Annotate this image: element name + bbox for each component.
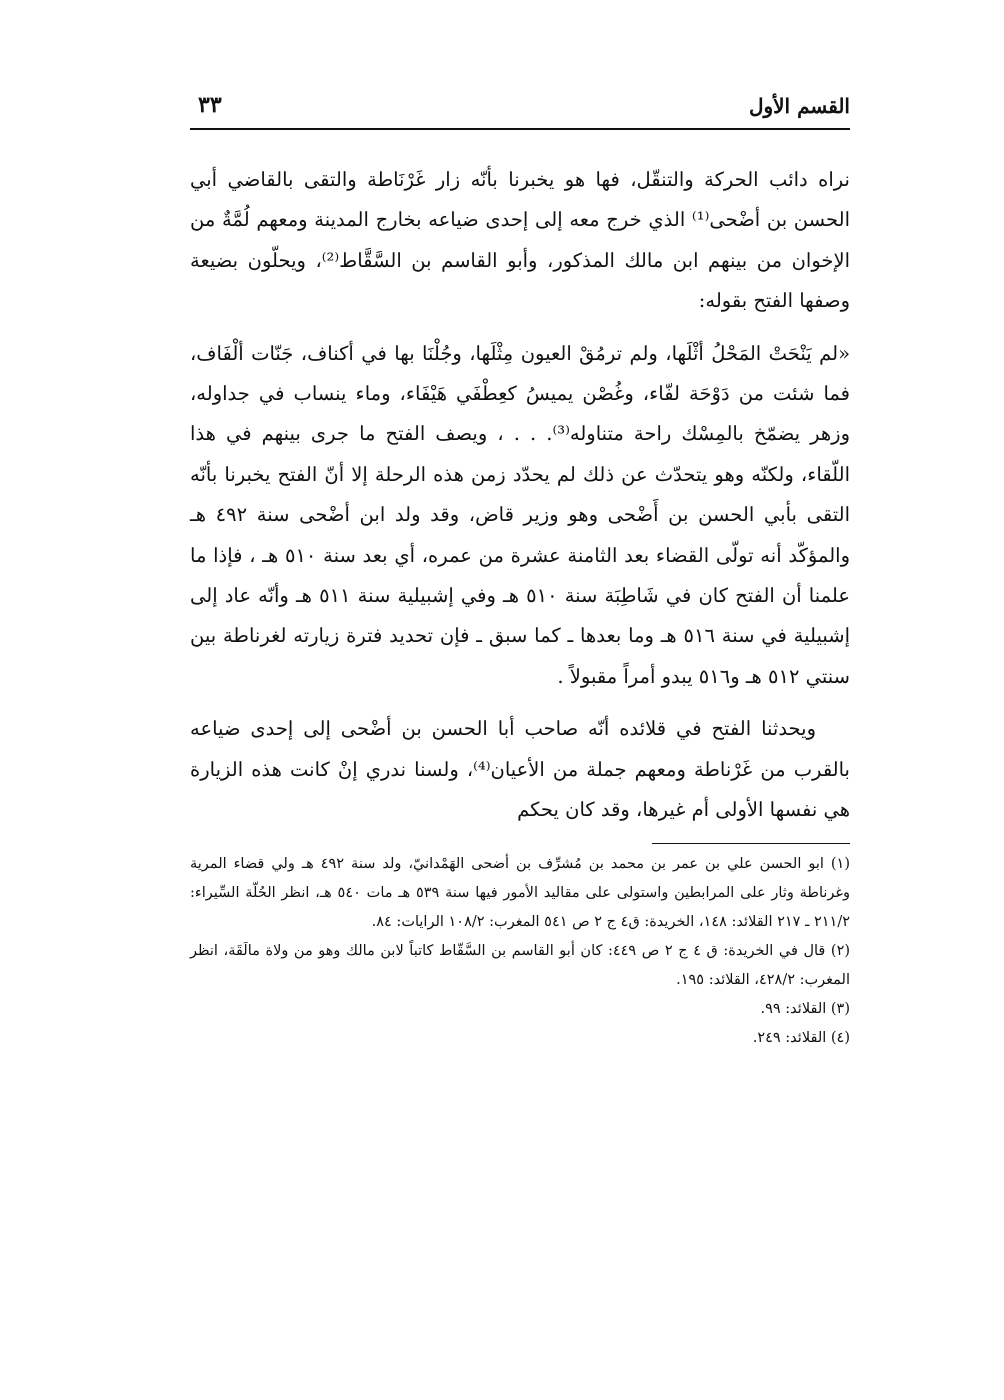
paragraph-2-quote: «لم يَنْحَتْ المَحْلُ أثْلَها، ولم ترمُقْ العيون مِثْلَها، وجُلْنَا بها في أكناف، جَنّات ألْفَاف، فما شئت من دَوْحَة لفّاء، وغُصْن يميسُ كعِطْفَي هَيْفَاء، وماء ينساب في جداوله، وزهر يضمّخ بالمِسْك راحة متناوله⁽³⁾. . . ، ويصف الفتح ما جرى بينهم في هذا اللّقاء، ولكنّه وهو يتحدّث عن ذلك لم يحدّد زمن هذه الرحلة إلا أنّ الفتح يخبرنا بأنّه التقى بأبي الحسن بن أَضْحى وهو وزير قاض، وقد ولد ابن أضْحى سنة ٤٩٢ هـ والمؤكّد أنه تولّى القضاء بعد الثامنة عشرة من عمره، أي بعد سنة ٥١٠ هـ ، فإذا ما علمنا أن الفتح كان في شَاطِبَة سنة ٥١٠ هـ وفي إشبيلية سنة ٥١١ هـ وأنّه عاد إلى إشبيلية في سنة ٥١٦ هـ وما بعدها ـ كما سبق ـ فإن تحديد فترة زيارته لغرناطة بين سنتي ٥١٢ هـ و٥١٦ يبدو أمراً مقبولاً . — [190, 341, 851, 688]
footnotes — [190, 850, 850, 1053]
footnote-2: (٢) قال في الخريدة: ق ٤ ج ٢ ص ٤٤٩: كان أبو القاسم بن السَّقّاط كاتباً لابن مالك وهو من ولاة مالَقَة، انظر المغرب: ٤٢٨/٢، القلائد: ١٩٥. — [190, 942, 851, 988]
book-page — [190, 90, 850, 1320]
body-text — [190, 160, 850, 831]
paragraph-1: نراه دائب الحركة والتنقّل، فها هو يخبرنا بأنّه زار غَرْنَاطة والتقى بالقاضي أبي الحسن بن أضْحى⁽¹⁾ الذي خرج معه إلى إحدى ضياعه بخارج المدينة ومعهم لُمَّةٌ من الإخوان من بينهم ابن مالك المذكور، وأبو القاسم بن السَّقَّاط⁽²⁾، ويحلّون بضيعة وصفها الفتح بقوله: — [190, 168, 850, 313]
header-rule — [190, 128, 850, 130]
section-title: القسم الأول — [748, 94, 850, 118]
footnote-rule — [652, 843, 850, 844]
footnote-3: (٣) القلائد: ٩٩. — [760, 1000, 850, 1017]
paragraph-3: ويحدثنا الفتح في قلائده أنّه صاحب أبا الحسن بن أضْحى إلى إحدى ضياعه بالقرب من غَرْناطة ومعهم جملة من الأعيان⁽⁴⁾، ولسنا ندري إنْ كانت هذه الزيارة هي نفسها الأولى أم غيرها، وقد كان يحكم — [190, 717, 850, 822]
footnote-1: (١) ابو الحسن علي بن عمر بن محمد بن مُشرِّف بن أضحى الهَمْدانيّ، ولد سنة ٤٩٢ هـ ولي قضاء المرية وغرناطة وثار على المرابطين واستولى على مقاليد الأمور فيها سنة ٥٣٩ هـ مات ٥٤٠ هـ، انظر الحُلّة السِّيراء: ٢١١/٢ ـ ٢١٧ القلائد: ١٤٨، الخريدة: ق٤ ج ٢ ص ٥٤١ المغرب: ١٠٨/٢ الرايات: ٨٤. — [190, 855, 851, 930]
page-header — [190, 90, 850, 124]
page-number: ٣٣ — [198, 92, 222, 118]
footnote-4: (٤) القلائد: ٢٤٩. — [752, 1029, 850, 1046]
